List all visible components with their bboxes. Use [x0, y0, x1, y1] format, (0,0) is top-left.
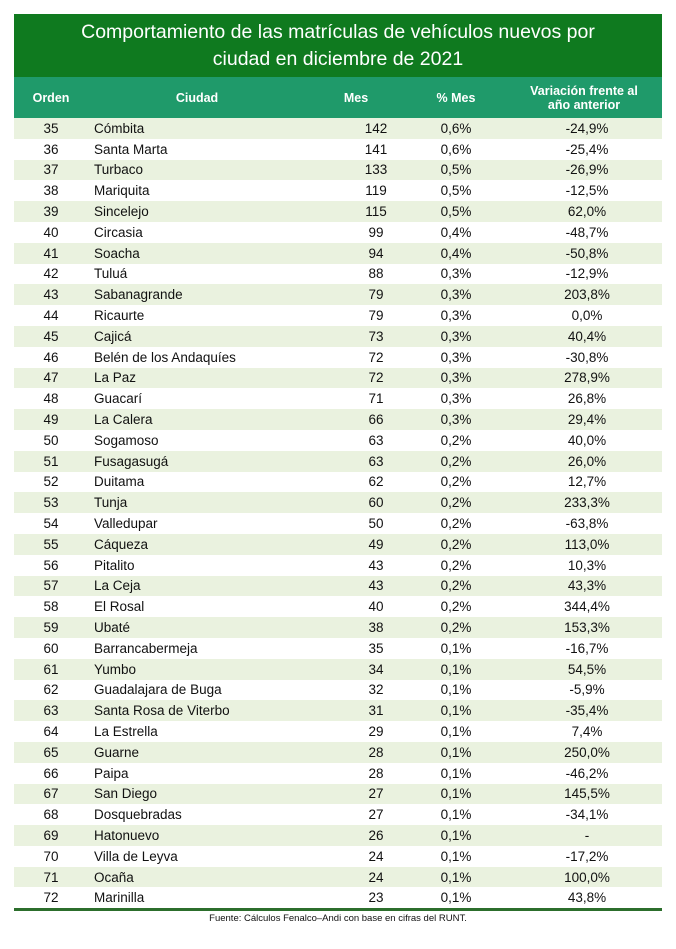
- cell-pct-mes: 0,3%: [440, 328, 472, 344]
- cell-pct-mes: 0,1%: [440, 640, 472, 656]
- cell-mes: 119: [365, 183, 387, 199]
- cell-variacion: -12,9%: [565, 266, 609, 282]
- cell-variacion: -30,8%: [565, 349, 609, 365]
- cell-pct-mes: 0,1%: [440, 786, 472, 802]
- table-row: [14, 118, 662, 139]
- cell-orden: 37: [43, 162, 59, 178]
- cell-ciudad: Mariquita: [94, 183, 150, 199]
- table-row: [14, 451, 662, 472]
- cell-pct-mes: 0,2%: [440, 516, 472, 532]
- cell-mes: 50: [368, 516, 384, 532]
- cell-orden: 53: [43, 495, 59, 511]
- cell-ciudad: Ricaurte: [94, 308, 145, 324]
- cell-orden: 58: [43, 599, 59, 615]
- cell-variacion: -17,2%: [565, 848, 609, 864]
- cell-ciudad: Barrancabermeja: [94, 640, 198, 656]
- table-row: [14, 409, 662, 430]
- title-line-2: ciudad en diciembre de 2021: [212, 47, 464, 70]
- cell-orden: 52: [43, 474, 59, 490]
- cell-orden: 70: [43, 848, 59, 864]
- cell-ciudad: La Estrella: [94, 724, 158, 739]
- cell-mes: 27: [368, 786, 384, 802]
- cell-mes: 43: [368, 578, 384, 594]
- table-row: [14, 596, 662, 617]
- table-row: [14, 347, 662, 368]
- table-row: [14, 492, 662, 513]
- cell-variacion: 0,0%: [571, 308, 603, 324]
- cell-pct-mes: 0,3%: [440, 370, 472, 386]
- cell-mes: 35: [368, 640, 384, 656]
- cell-orden: 36: [43, 141, 59, 157]
- table-row: [14, 721, 662, 742]
- cell-ciudad: Tuluá: [94, 266, 128, 282]
- cell-orden: 50: [43, 432, 59, 448]
- table-row: [14, 284, 662, 305]
- cell-pct-mes: 0,6%: [440, 120, 472, 136]
- cell-orden: 56: [43, 557, 59, 573]
- cell-mes: 26: [368, 827, 384, 843]
- table-row: [14, 513, 662, 534]
- cell-pct-mes: 0,1%: [440, 744, 472, 760]
- cell-orden: 51: [43, 453, 59, 469]
- table-row: [14, 201, 662, 222]
- table-row: [14, 222, 662, 243]
- cell-pct-mes: 0,1%: [440, 682, 472, 698]
- cell-ciudad: Ubaté: [94, 620, 131, 636]
- cell-orden: 63: [43, 703, 59, 719]
- table-row: [14, 763, 662, 784]
- cell-variacion: 203,8%: [564, 287, 610, 303]
- cell-variacion: 10,3%: [567, 557, 607, 573]
- table-row: [14, 784, 662, 805]
- cell-variacion: -48,7%: [565, 224, 609, 240]
- cell-ciudad: Cáqueza: [94, 536, 149, 552]
- table-row: [14, 243, 662, 264]
- cell-orden: 43: [43, 287, 59, 303]
- cell-ciudad: Soacha: [94, 245, 140, 261]
- cell-orden: 44: [43, 308, 59, 324]
- cell-orden: 48: [43, 391, 59, 407]
- cell-mes: 34: [368, 661, 384, 677]
- table-row: [14, 472, 662, 493]
- cell-ciudad: El Rosal: [94, 599, 145, 615]
- cell-pct-mes: 0,3%: [440, 266, 472, 282]
- cell-variacion: 100,0%: [564, 869, 610, 885]
- cell-mes: 79: [368, 308, 384, 324]
- cell-orden: 46: [43, 349, 59, 365]
- cell-mes: 99: [368, 224, 384, 240]
- table-row: [14, 742, 662, 763]
- cell-mes: 32: [368, 682, 384, 698]
- cell-variacion: 40,4%: [567, 328, 607, 344]
- cell-pct-mes: 0,1%: [440, 661, 472, 677]
- cell-ciudad: Yumbo: [94, 661, 137, 677]
- cell-ciudad: Villa de Leyva: [94, 848, 178, 864]
- cell-ciudad: La Ceja: [94, 578, 141, 594]
- cell-variacion: -46,2%: [565, 765, 609, 781]
- cell-variacion: 12,7%: [567, 474, 607, 490]
- table-row: [14, 867, 662, 888]
- cell-ciudad: Valledupar: [94, 516, 158, 532]
- cell-ciudad: Santa Rosa de Viterbo: [94, 703, 230, 719]
- cell-pct-mes: 0,2%: [440, 495, 472, 511]
- cell-variacion: 43,3%: [567, 578, 607, 594]
- table-row: [14, 700, 662, 721]
- table-row: [14, 305, 662, 326]
- header-variacion-line-2: año anterior: [547, 97, 621, 112]
- cell-pct-mes: 0,3%: [440, 412, 472, 428]
- cell-ciudad: Santa Marta: [94, 141, 168, 157]
- cell-mes: 73: [368, 328, 384, 344]
- cell-orden: 45: [43, 328, 59, 344]
- cell-pct-mes: 0,1%: [440, 869, 472, 885]
- cell-ciudad: San Diego: [94, 786, 158, 802]
- cell-mes: 29: [368, 724, 384, 739]
- cell-variacion: -34,1%: [565, 807, 609, 823]
- cell-mes: 72: [368, 349, 384, 365]
- table-row: [14, 680, 662, 701]
- cell-variacion: 344,4%: [564, 599, 610, 615]
- header-variacion-line-1: Variación frente al: [530, 83, 638, 98]
- cell-variacion: 250,0%: [564, 744, 610, 760]
- cell-ciudad: La Paz: [94, 370, 137, 386]
- cell-orden: 42: [43, 266, 59, 282]
- cell-variacion: -16,7%: [565, 640, 609, 656]
- cell-variacion: -35,4%: [565, 703, 609, 719]
- table-row: [14, 534, 662, 555]
- cell-orden: 69: [43, 827, 59, 843]
- cell-variacion: 233,3%: [564, 495, 610, 511]
- cell-mes: 23: [368, 890, 384, 906]
- header-orden: Orden: [32, 90, 70, 105]
- cell-pct-mes: 0,5%: [440, 162, 472, 178]
- cell-variacion: 54,5%: [567, 661, 607, 677]
- cell-mes: 63: [368, 453, 384, 469]
- cell-mes: 88: [368, 266, 384, 282]
- cell-ciudad: Ocaña: [94, 869, 134, 885]
- cell-orden: 60: [43, 640, 59, 656]
- table-row: [14, 846, 662, 867]
- cell-variacion: -24,9%: [565, 120, 609, 136]
- table-row: [14, 430, 662, 451]
- cell-orden: 54: [43, 516, 59, 532]
- cell-ciudad: Sincelejo: [94, 204, 149, 220]
- table-container: [14, 14, 662, 924]
- cell-pct-mes: 0,2%: [440, 536, 472, 552]
- cell-variacion: 40,0%: [567, 432, 607, 448]
- cell-mes: 49: [368, 536, 384, 552]
- cell-mes: 28: [368, 765, 384, 781]
- table-row: [14, 576, 662, 597]
- cell-variacion: 29,4%: [567, 412, 607, 428]
- cell-mes: 24: [368, 869, 384, 885]
- header-variacion: [506, 77, 662, 118]
- cell-orden: 57: [43, 578, 59, 594]
- cell-pct-mes: 0,2%: [440, 432, 472, 448]
- cell-variacion: 26,8%: [567, 391, 607, 407]
- cell-orden: 59: [43, 620, 59, 636]
- cell-ciudad: Pitalito: [94, 557, 135, 573]
- cell-pct-mes: 0,1%: [440, 890, 472, 906]
- cell-pct-mes: 0,2%: [440, 557, 472, 573]
- cell-orden: 35: [43, 120, 59, 136]
- cell-pct-mes: 0,1%: [440, 848, 472, 864]
- cell-orden: 61: [43, 661, 59, 677]
- cell-ciudad: Sabanagrande: [94, 287, 183, 303]
- cell-variacion: -25,4%: [565, 141, 609, 157]
- cell-ciudad: Cajicá: [94, 328, 132, 344]
- cell-ciudad: Duitama: [94, 474, 145, 490]
- cell-variacion: 278,9%: [564, 370, 610, 386]
- cell-mes: 27: [368, 807, 384, 823]
- cell-ciudad: Marinilla: [94, 890, 145, 906]
- table-row: [14, 180, 662, 201]
- cell-orden: 66: [43, 765, 59, 781]
- cell-pct-mes: 0,5%: [440, 204, 472, 220]
- table-row: [14, 804, 662, 825]
- title-line-1: Comportamiento de las matrículas de vehículos nuevos por: [81, 20, 595, 43]
- cell-ciudad: Tunja: [94, 495, 128, 511]
- cell-mes: 141: [364, 141, 388, 157]
- cell-variacion: 43,8%: [567, 890, 607, 906]
- cell-pct-mes: 0,3%: [440, 287, 472, 303]
- cell-variacion: 145,5%: [564, 786, 610, 802]
- cell-pct-mes: 0,3%: [440, 308, 472, 324]
- cell-mes: 43: [368, 557, 384, 573]
- cell-variacion: -26,9%: [565, 162, 609, 178]
- cell-mes: 94: [368, 245, 384, 261]
- cell-ciudad: Belén de los Andaquíes: [94, 349, 236, 365]
- header-ciudad: Ciudad: [175, 90, 219, 105]
- cell-mes: 62: [368, 474, 384, 490]
- cell-mes: 28: [368, 744, 384, 760]
- cell-variacion: 62,0%: [567, 204, 607, 220]
- cell-orden: 65: [43, 744, 59, 760]
- cell-mes: 24: [368, 848, 384, 864]
- table-row: [14, 887, 662, 908]
- cell-mes: 133: [364, 162, 388, 178]
- cell-mes: 66: [368, 412, 384, 428]
- cell-pct-mes: 0,2%: [440, 599, 472, 615]
- table-row: [14, 368, 662, 389]
- table-body: [14, 118, 662, 908]
- source-note: Fuente: Cálculos Fenalco–Andi con base en cifras del RUNT.: [209, 913, 467, 925]
- cell-variacion: 26,0%: [567, 453, 607, 469]
- cell-pct-mes: 0,1%: [440, 724, 472, 739]
- cell-mes: 31: [368, 703, 384, 719]
- table-row: [14, 264, 662, 285]
- cell-ciudad: Guacarí: [94, 391, 143, 407]
- cell-mes: 60: [368, 495, 384, 511]
- cell-orden: 40: [43, 224, 59, 240]
- cell-pct-mes: 0,2%: [440, 578, 472, 594]
- cell-mes: 72: [368, 370, 384, 386]
- cell-pct-mes: 0,3%: [440, 349, 472, 365]
- cell-mes: 142: [364, 120, 388, 136]
- cell-orden: 71: [43, 869, 59, 885]
- cell-pct-mes: 0,2%: [440, 474, 472, 490]
- cell-pct-mes: 0,2%: [440, 453, 472, 469]
- cell-pct-mes: 0,5%: [440, 183, 472, 199]
- table-row: [14, 160, 662, 181]
- cell-orden: 41: [43, 245, 59, 261]
- cell-orden: 68: [43, 807, 59, 823]
- cell-mes: 115: [365, 204, 387, 220]
- table-row: [14, 139, 662, 160]
- table-header: [14, 77, 662, 118]
- cell-pct-mes: 0,1%: [440, 807, 472, 823]
- cell-pct-mes: 0,6%: [440, 141, 472, 157]
- cell-pct-mes: 0,1%: [440, 765, 472, 781]
- cell-pct-mes: 0,4%: [440, 245, 472, 261]
- cell-orden: 62: [43, 682, 59, 698]
- table-row: [14, 659, 662, 680]
- table-row: [14, 326, 662, 347]
- cell-mes: 63: [368, 432, 384, 448]
- table-row: [14, 388, 662, 409]
- cell-pct-mes: 0,1%: [440, 827, 472, 843]
- header-mes: Mes: [343, 90, 369, 105]
- table-row: [14, 825, 662, 846]
- table-title: [14, 14, 662, 77]
- cell-variacion: -12,5%: [565, 183, 609, 199]
- header-pct-mes: % Mes: [436, 90, 476, 105]
- cell-pct-mes: 0,2%: [440, 620, 472, 636]
- cell-mes: 71: [368, 391, 384, 407]
- cell-orden: 64: [43, 724, 59, 739]
- cell-variacion: -63,8%: [565, 516, 609, 532]
- cell-ciudad: Guadalajara de Buga: [94, 682, 222, 698]
- cell-mes: 38: [368, 620, 384, 636]
- cell-variacion: 113,0%: [564, 536, 610, 552]
- cell-variacion: -5,9%: [569, 682, 605, 698]
- cell-orden: 47: [43, 370, 59, 386]
- cell-variacion: 7,4%: [571, 724, 603, 739]
- cell-pct-mes: 0,3%: [440, 391, 472, 407]
- cell-ciudad: La Calera: [94, 412, 153, 428]
- cell-orden: 72: [43, 890, 59, 906]
- cell-ciudad: Dosquebradas: [94, 807, 182, 823]
- table-bottom-rule: [14, 908, 662, 911]
- table-row: [14, 638, 662, 659]
- cell-orden: 55: [43, 536, 59, 552]
- cell-ciudad: Guarne: [94, 744, 140, 760]
- cell-ciudad: Turbaco: [94, 162, 144, 178]
- cell-variacion: -50,8%: [565, 245, 609, 261]
- cell-ciudad: Fusagasugá: [94, 453, 169, 469]
- cell-orden: 39: [43, 204, 59, 220]
- cell-variacion: -: [584, 827, 590, 843]
- cell-ciudad: Hatonuevo: [94, 827, 160, 843]
- cell-pct-mes: 0,1%: [440, 703, 472, 719]
- table-row: [14, 617, 662, 638]
- cell-ciudad: Paipa: [94, 765, 129, 781]
- cell-orden: 67: [43, 786, 59, 802]
- cell-ciudad: Cómbita: [94, 120, 145, 136]
- cell-ciudad: Circasia: [94, 224, 143, 240]
- cell-orden: 49: [43, 412, 59, 428]
- table-row: [14, 555, 662, 576]
- cell-mes: 40: [368, 599, 384, 615]
- cell-variacion: 153,3%: [564, 620, 610, 636]
- cell-mes: 79: [368, 287, 384, 303]
- cell-ciudad: Sogamoso: [94, 432, 159, 448]
- cell-orden: 38: [43, 183, 59, 199]
- cell-pct-mes: 0,4%: [440, 224, 472, 240]
